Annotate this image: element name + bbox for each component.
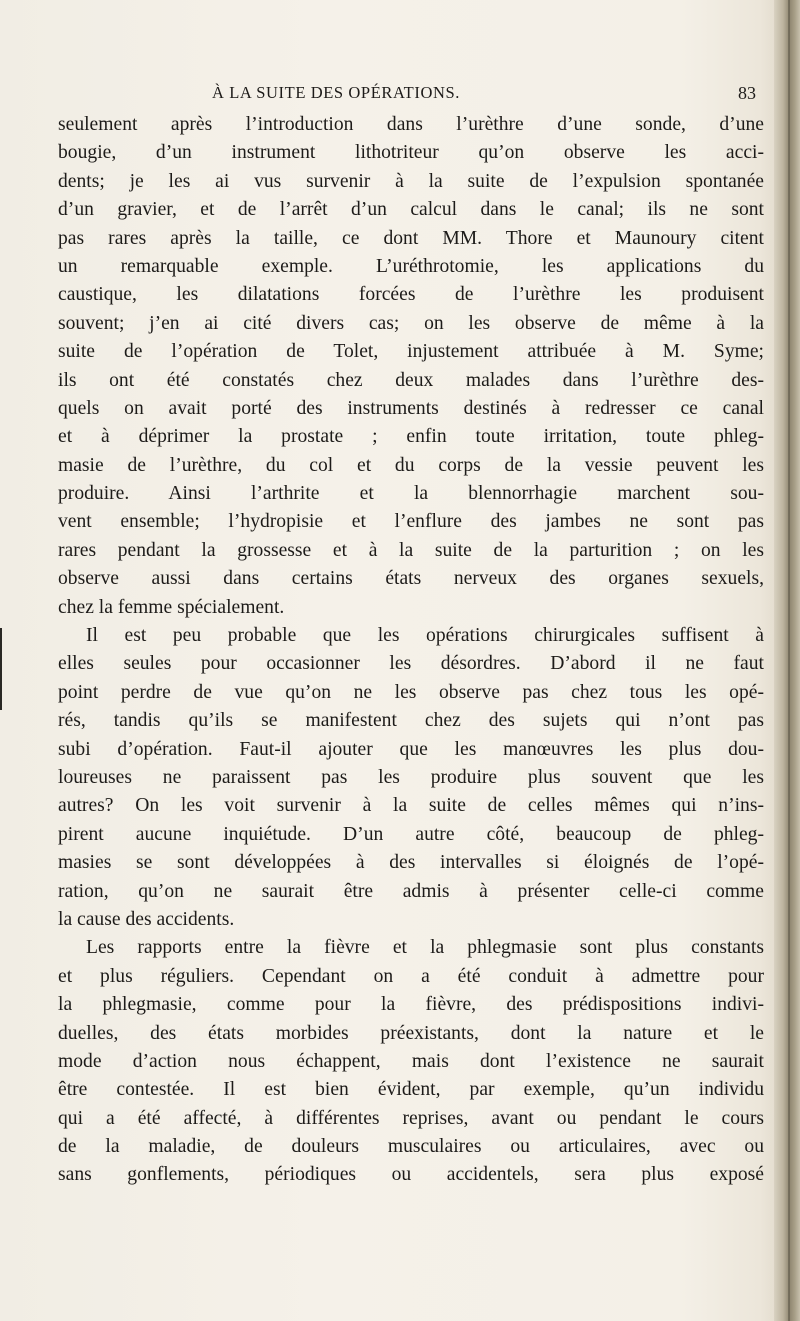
text-line: souvent; j’en ai cité divers cas; on les observe de même à la xyxy=(58,312,764,334)
text-line: mode d’action nous échappent, mais dont l’existence ne saurait xyxy=(58,1050,764,1072)
text-line: elles seules pour occasionner les désordres. D’abord il ne faut xyxy=(58,653,764,675)
text-line: bougie, d’un instrument lithotriteur qu’on observe les acci- xyxy=(58,142,764,164)
margin-mark xyxy=(0,628,2,710)
paragraph-start-line: Il est peu probable que les opérations chirurgicales suffisent à xyxy=(86,625,764,647)
text-line: loureuses ne paraissent pas les produire plus souvent que les xyxy=(58,766,764,788)
text-line: point perdre de vue qu’on ne les observe pas chez tous les opé- xyxy=(58,681,764,703)
text-line: rés, tandis qu’ils se manifestent chez des sujets qui n’ont pas xyxy=(58,710,764,732)
text-line: vent ensemble; l’hydropisie et l’enflure des jambes ne sont pas xyxy=(58,511,764,533)
text-line: quels on avait porté des instruments destinés à redresser ce canal xyxy=(58,397,764,419)
text-line: dents; je les ai vus survenir à la suite de l’expulsion spontanée xyxy=(58,170,764,192)
text-line: sans gonflements, périodiques ou accidentels, sera plus exposé xyxy=(58,1164,764,1186)
text-line: autres? On les voit survenir à la suite de celles mêmes qui n’ins- xyxy=(58,795,764,817)
text-line: rares pendant la grossesse et à la suite de la parturition ; on les xyxy=(58,539,764,561)
page-number: 83 xyxy=(738,83,756,103)
body-text xyxy=(58,111,764,1190)
text-line: produire. Ainsi l’arthrite et la blennorrhagie marchent sou- xyxy=(58,483,764,505)
paragraph-end-line: chez la femme spécialement. xyxy=(58,596,285,618)
text-line: et plus réguliers. Cependant on a été conduit à admettre pour xyxy=(58,965,764,987)
text-line: seulement après l’introduction dans l’urèthre d’une sonde, d’une xyxy=(58,114,764,135)
text-line: observe aussi dans certains états nerveux des organes sexuels, xyxy=(58,568,764,590)
text-line: qui a été affecté, à différentes reprises, avant ou pendant le cours xyxy=(58,1107,764,1129)
text-line: d’un gravier, et de l’arrêt d’un calcul dans le canal; ils ne sont xyxy=(58,199,764,221)
binding-shadow-line xyxy=(788,0,790,1321)
text-line: suite de l’opération de Tolet, injustement attribuée à M. Syme; xyxy=(58,341,764,363)
text-line: masie de l’urèthre, du col et du corps de la vessie peuvent les xyxy=(58,454,764,476)
text-line: être contestée. Il est bien évident, par exemple, qu’un individu xyxy=(58,1079,764,1101)
text-line: pirent aucune inquiétude. D’un autre côté, beaucoup de phleg- xyxy=(58,823,764,845)
text-line: de la maladie, de douleurs musculaires ou articulaires, avec ou xyxy=(58,1136,764,1158)
page-header xyxy=(212,83,652,107)
text-line: la phlegmasie, comme pour la fièvre, des prédispositions indivi- xyxy=(58,994,764,1016)
text-line: ils ont été constatés chez deux malades dans l’urèthre des- xyxy=(58,369,764,391)
text-line: pas rares après la taille, ce dont MM. Thore et Maunoury citent xyxy=(58,227,764,249)
text-line: caustique, les dilatations forcées de l’urèthre les produisent xyxy=(58,284,764,306)
text-line: masies se sont développées à des intervalles si éloignés de l’opé- xyxy=(58,852,764,874)
paragraph-end-line: la cause des accidents. xyxy=(58,908,235,930)
text-line: ration, qu’on ne saurait être admis à présenter celle-ci comme xyxy=(58,880,764,902)
paragraph-start-line: Les rapports entre la fièvre et la phlegmasie sont plus constants xyxy=(86,937,764,959)
text-line: subi d’opération. Faut-il ajouter que les manœuvres les plus dou- xyxy=(58,738,764,760)
page-binding-edge xyxy=(774,0,800,1321)
running-head: À LA SUITE DES OPÉRATIONS. xyxy=(212,83,460,102)
text-line: un remarquable exemple. L’uréthrotomie, les applications du xyxy=(58,255,764,277)
text-line: duelles, des états morbides préexistants, dont la nature et le xyxy=(58,1022,764,1044)
text-line: et à déprimer la prostate ; enfin toute irritation, toute phleg- xyxy=(58,426,764,448)
